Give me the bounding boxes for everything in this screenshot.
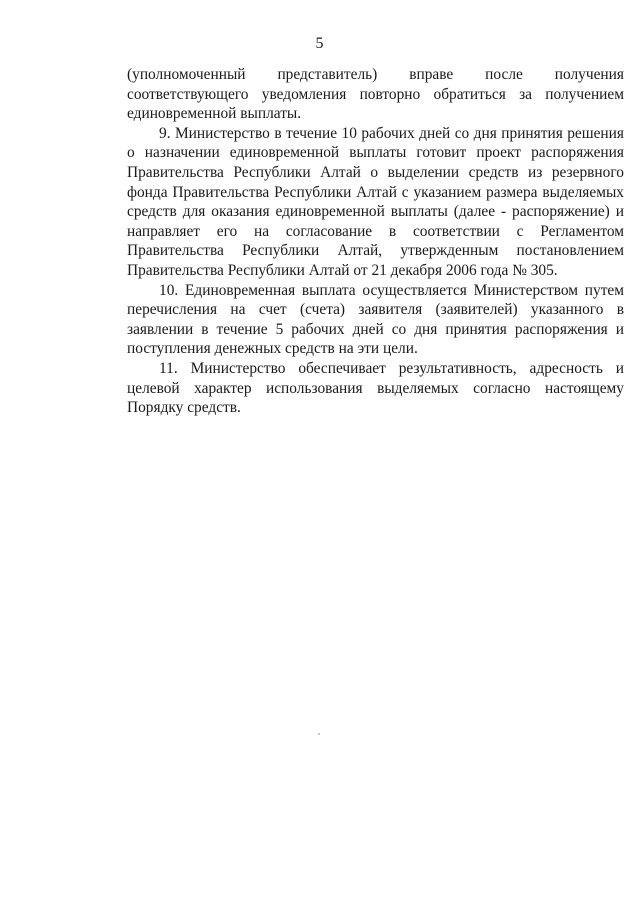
paragraph-continuation: (уполномоченный представитель) вправе после получения соответствующего уведомления повторно обратиться за получением единовременной выплаты. [127, 66, 624, 123]
scan-speck [318, 733, 320, 735]
paragraph-item-9: 9. Министерство в течение 10 рабочих дней со дня принятия решения о назначении единовременной выплаты готовит проект распоряжения Правительства Республики Алтай о выделении средств из резервного фонда Правительства Республики Алтай с указанием размера выделяемых средств для оказания единовременной выплаты (далее - распоряжение) и направляет его на согласование в соответствии с Регламентом Правительства Республики Алтай, утвержденным постановлением Правительства Республики Алтай от 21 декабря 2006 года № 305. [127, 124, 624, 279]
document-body [127, 65, 624, 418]
paragraph-item-11: 11. Министерство обеспечивает результативность, адресность и целевой характер использования выделяемых согласно настоящему Порядку средств. [127, 359, 624, 417]
paragraph-item-10: 10. Единовременная выплата осуществляется Министерством путем перечисления на счет (счета) заявителя (заявителей) указанного в заявлении в течение 5 рабочих дней со дня принятия распоряжения и поступления денежных средств на эти цели. [127, 281, 624, 358]
page-number: 5 [315, 35, 324, 52]
